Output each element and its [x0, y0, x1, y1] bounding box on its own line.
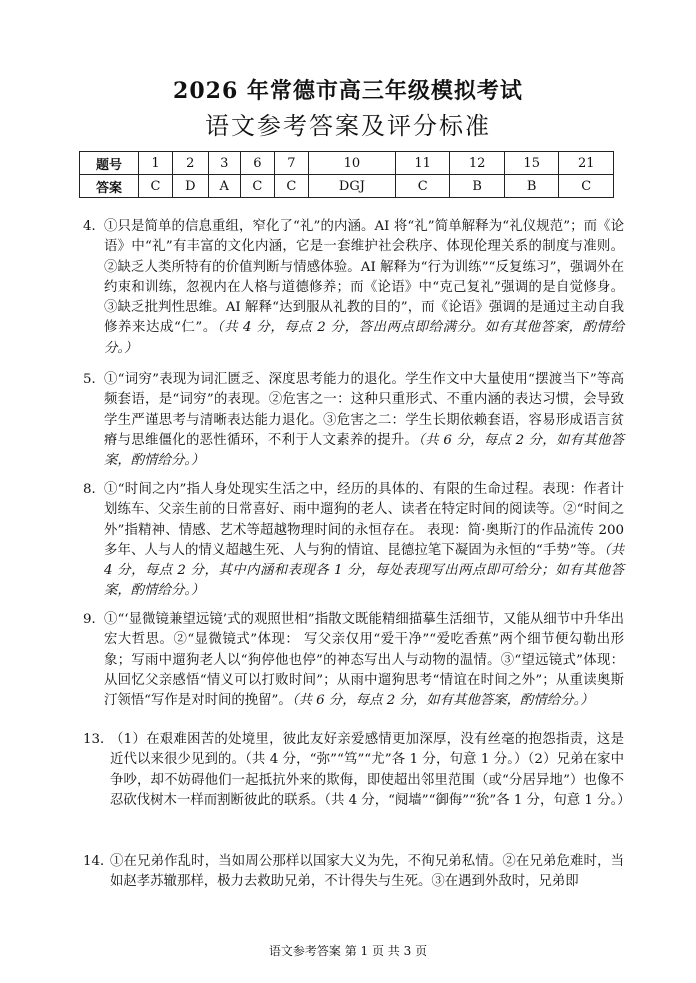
- answer-row: [80, 175, 614, 198]
- scoring-note: （共 6 分，每点 2 分，如有其他答案，酌情给分。）: [104, 432, 624, 469]
- answer-table: [79, 151, 614, 198]
- answer-item-9: [83, 610, 624, 711]
- scoring-note: （共 4 分，每点 2 分，其中内涵和表现各 1 分，每处表现写出两点即可给分；如有其他答案，酌情给分。）: [104, 542, 624, 599]
- page-footer: 语文参考答案 第 1 页 共 3 页: [268, 944, 428, 958]
- answer-key-subtitle: 语文参考答案及评分标准: [205, 112, 491, 140]
- table-cell: C: [559, 175, 614, 198]
- item-text: ①在兄弟作乱时，当如周公那样以国家大义为先，不徇兄弟私情。②在兄弟危难时，当如赵孝苏辙那样，极力去救助兄弟，不计得失与生死。③在遇到外敌时，兄弟即: [110, 854, 624, 890]
- answer-item-8: [83, 480, 624, 602]
- item-number: 4．: [83, 219, 105, 234]
- item-number: 8．: [83, 482, 105, 497]
- row-label-answer: 答案: [80, 175, 139, 198]
- question-number-row: [80, 152, 614, 175]
- table-cell: C: [240, 175, 274, 198]
- table-cell: B: [450, 175, 505, 198]
- table-cell: 1: [139, 152, 173, 175]
- item-text: ①“词穷”表现为词汇匮乏、深度思考能力的退化。学生作文中大量使用“摆渡当下”等高频套语，是“词穷”的表现。②危害之一：这种只重形式、不重内涵的表达习惯，会导致学生严谨思考与清晰表达能力退化。③危害之二：学生长期依赖套语，容易形成语言贫瘠与思维僵化的恶性循环，不利于人文素养的提升。: [104, 372, 624, 448]
- answer-item-4: [83, 217, 624, 359]
- table-cell: 15: [504, 152, 559, 175]
- table-cell: 21: [559, 152, 614, 175]
- table-cell: C: [274, 175, 308, 198]
- scoring-note: （共 4 分，每点 2 分，答出两点即给满分。如有其他答案，酌情给分。）: [104, 320, 624, 356]
- item-number: 14．: [83, 854, 114, 869]
- table-cell: D: [173, 175, 209, 198]
- answer-item-5: [83, 370, 624, 471]
- table-cell: 2: [173, 152, 209, 175]
- item-number: 5．: [83, 372, 105, 387]
- table-cell: 3: [208, 152, 240, 175]
- table-cell: 10: [308, 152, 395, 175]
- item-text: （1）在艰难困苦的处境里，彼此友好亲爱感情更加深厚，没有丝毫的抱怨指责，这是近代以来很少见到的。（共 4 分，“弥”“笃”“尤”各 1 分，句意 1 分。）（2）兄弟在家中争吵，却不妨碍他们一起抵抗外来的欺侮，即使超出邻里范围（或“分居异地”）也像不忍砍伐树木一样而割断彼此的联系。（共 4 分，“阋墙”“御侮”“狁”各 1 分，句意 1 分。）: [110, 732, 631, 808]
- answer-item-13: [83, 730, 631, 811]
- table-cell: 11: [395, 152, 450, 175]
- table-cell: C: [395, 175, 450, 198]
- table-cell: 6: [240, 152, 274, 175]
- table-cell: 12: [450, 152, 505, 175]
- row-label-question: 题号: [80, 152, 139, 175]
- exam-title: 2026 年常德市高三年级模拟考试: [173, 78, 523, 104]
- scoring-note: （共 6 分，每点 2 分，如有其他答案，酌情给分。）: [291, 693, 594, 709]
- item-number: 9．: [83, 612, 105, 627]
- item-text: ①“‘显微镜兼望远镜’式的观照世相”指散文既能精细描摹生活细节，又能从细节中升华出宏大哲思。②“显微镜式”体现： 写父亲仅用“爱干净”“爱吃香蕉”两个细节便勾勒出形象；写雨中遛狗老人以“狗停他也停”的神态写出人与动物的温情。③“望远镜式”体现： 从回忆父亲感悟“情义可以打败时间”；从雨中遛狗思考“情谊在时间之外”；从重读奥斯汀领悟“写作是对时间的挽留”。: [104, 612, 624, 709]
- table-cell: 7: [274, 152, 308, 175]
- item-number: 13．: [83, 732, 114, 747]
- item-text: ①只是简单的信息重组，窄化了“礼”的内涵。AI 将“礼”简单解释为“礼仪规范”；而《论语》中“礼”有丰富的文化内涵，它是一套维护社会秩序、体现伦理关系的制度与准则。②缺乏人类所特有的价值判断与情感体验。AI 解释为“行为训练”“反复练习”，强调外在约束和训练，忽视内在人格与道德修养；而《论语》中“克己复礼”强调的是自觉修身。③缺乏批判性思维。AI 解释“达到服从礼教的目的”，而《论语》强调的是通过主动自我修养来达成“仁”。: [104, 219, 624, 336]
- item-text: ①“时间之内”指人身处现实生活之中，经历的具体的、有限的生命过程。表现：作者计划练车、父亲生前的日常喜好、雨中遛狗的老人、读者在特定时间的阅读等。②“时间之外”指精神、情感、艺术等超越物理时间的永恒存在。 表现：简·奥斯汀的作品流传 200 多年、人与人的情义超越生死、人与狗的情谊、昆德拉笔下凝固为永恒的“手势”等。: [104, 482, 624, 558]
- table-cell: C: [139, 175, 173, 198]
- table-cell: DGJ: [308, 175, 395, 198]
- answer-item-14: [83, 852, 624, 893]
- table-cell: B: [504, 175, 559, 198]
- table-cell: A: [208, 175, 240, 198]
